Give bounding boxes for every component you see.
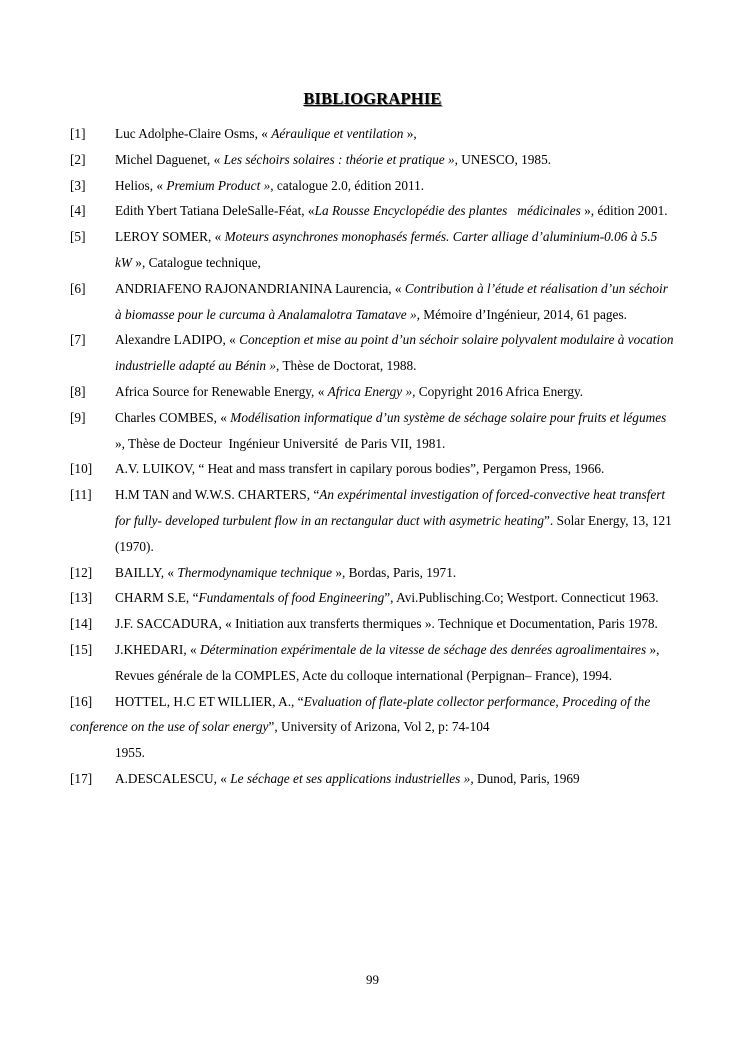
reference-text: Helios, «: [115, 177, 167, 193]
reference-text: BAILLY, «: [115, 564, 178, 580]
reference-text: Dunod, Paris, 1969: [473, 770, 580, 786]
reference-text: ”. Solar Energy, 13, 121 (1970).: [115, 512, 672, 554]
reference-number: [13]: [70, 590, 93, 606]
reference-item-7: [70, 327, 674, 379]
reference-text: ANDRIAFENO RAJONANDRIANINA Laurencia, «: [115, 280, 405, 296]
reference-item-8: [70, 379, 674, 405]
reference-item-11: [70, 482, 674, 559]
reference-item-4: [70, 198, 674, 224]
reference-number: [9]: [70, 409, 86, 425]
reference-text: CHARM S.E, “: [115, 590, 199, 606]
reference-title: Détermination expérimentale de la vitesse de séchage des denrées agroalimentaires: [199, 641, 647, 657]
reference-year: 1955.: [115, 745, 145, 761]
reference-item-15: [70, 637, 674, 689]
reference-number: [2]: [70, 151, 86, 167]
reference-text: Africa Source for Renewable Energy, «: [115, 383, 328, 399]
reference-text: », Revues générale de la COMPLES, Acte du colloque international (Perpignan– France), 1994.: [115, 641, 660, 683]
reference-number: [1]: [70, 126, 86, 141]
reference-title: Africa Energy »,: [327, 383, 416, 399]
reference-number: [8]: [70, 383, 86, 399]
reference-item-5: [70, 224, 674, 276]
reference-text: LEROY SOMER, «: [115, 229, 225, 245]
reference-number: [3]: [70, 177, 86, 193]
reference-number: [16]: [70, 693, 93, 709]
reference-list: [70, 121, 674, 792]
reference-text: A.V. LUIKOV, “ Heat and mass transfert in capilary porous bodies”, Pergamon Press, 1966.: [115, 461, 605, 477]
reference-text: Michel Daguenet, «: [115, 151, 224, 167]
reference-text: H.M TAN and W.W.S. CHARTERS, “: [115, 487, 320, 503]
reference-item-2: [70, 147, 674, 173]
page-title: BIBLIOGRAPHIE: [303, 89, 442, 108]
reference-title: Moteurs asynchrones monophasés fermés. Carter alliage d’aluminium-0.06 à 5.5 kW: [115, 229, 658, 270]
reference-item-14: [70, 611, 674, 637]
reference-number: [12]: [70, 564, 93, 580]
reference-title: Contribution à l’étude et réalisation d’un séchoir à biomasse pour le curcuma à Analamalotra Tamatave »,: [115, 280, 668, 322]
reference-title: Premium Product »: [166, 177, 271, 193]
reference-text: Mémoire d’Ingénieur, 2014, 61 pages.: [419, 306, 627, 322]
reference-title: Thermodynamique technique: [177, 564, 333, 580]
reference-title: Aéraulique et ventilation: [271, 126, 404, 141]
reference-text: J.KHEDARI, «: [115, 641, 200, 657]
reference-number: [5]: [70, 229, 86, 245]
reference-number: [6]: [70, 280, 86, 296]
reference-title: Modélisation informatique d’un système de séchage solaire pour fruits et légumes: [230, 409, 667, 425]
reference-title: Conception et mise au point d’un séchoir solaire polyvalent modulaire à vocation industrielle adapté au Bénin »: [115, 332, 674, 374]
reference-item-1: [70, 121, 674, 147]
reference-number: [10]: [70, 461, 93, 477]
reference-text: Edith Ybert Tatiana DeleSalle-Féat, «: [115, 203, 315, 219]
reference-text: , UNESCO, 1985.: [454, 151, 552, 167]
reference-text: , Thèse de Doctorat, 1988.: [276, 358, 417, 374]
reference-title: Les séchoirs solaires : théorie et pratique »: [223, 151, 455, 167]
reference-text: Copyright 2016 Africa Energy.: [415, 383, 584, 399]
reference-number: [15]: [70, 641, 93, 657]
reference-item-3: [70, 173, 674, 199]
reference-text: Alexandre LADIPO, «: [115, 332, 240, 348]
reference-number: [14]: [70, 616, 93, 632]
reference-text: ”, University of Arizona, Vol 2, p: 74-104: [268, 719, 490, 735]
reference-text: », Bordas, Paris, 1971.: [332, 564, 457, 580]
reference-text: », édition 2001.: [580, 203, 668, 219]
reference-title: An expérimental investigation of forced-convective heat transfert for fully- developed turbulent flow in an rectangular duct with asymetric heating: [115, 487, 666, 528]
reference-item-13: [70, 585, 674, 611]
reference-text: Charles COMBES, «: [115, 409, 231, 425]
reference-number: [7]: [70, 332, 86, 348]
reference-text: ”, Avi.Publisching.Co; Westport. Connecticut 1963.: [384, 590, 659, 606]
page-number: 99: [366, 972, 379, 987]
reference-text: Luc Adolphe-Claire Osms, «: [115, 126, 272, 141]
reference-number: [11]: [70, 487, 92, 503]
reference-title: La Rousse Encyclopédie des plantes médicinales: [314, 203, 581, 219]
reference-number: [17]: [70, 770, 93, 786]
reference-item-6: [70, 276, 674, 328]
reference-item-9: [70, 405, 674, 457]
reference-number: [4]: [70, 203, 86, 219]
reference-text: »,: [403, 126, 417, 141]
reference-text: J.F. SACCADURA, « Initiation aux transferts thermiques ». Technique et Documentation, Paris 1978.: [115, 616, 658, 632]
reference-text: A.DESCALESCU, «: [115, 770, 231, 786]
reference-item-17: [70, 766, 674, 792]
reference-item-12: [70, 560, 674, 586]
reference-text: », Catalogue technique,: [131, 254, 261, 270]
reference-title: Evaluation of flate-plate collector performance, Proceding of the conference on the use of solar energy: [70, 693, 651, 735]
reference-text: HOTTEL, H.C ET WILLIER, A., “: [115, 693, 304, 709]
reference-text: , catalogue 2.0, édition 2011.: [270, 177, 425, 193]
reference-text: », Thèse de Docteur Ingénieur Université de Paris VII, 1981.: [115, 409, 670, 451]
reference-title: Le séchage et ses applications industrielles »,: [230, 770, 474, 786]
reference-item-16: [70, 689, 674, 766]
reference-item-10: [70, 456, 674, 482]
reference-title: Fundamentals of food Engineering: [198, 590, 385, 606]
